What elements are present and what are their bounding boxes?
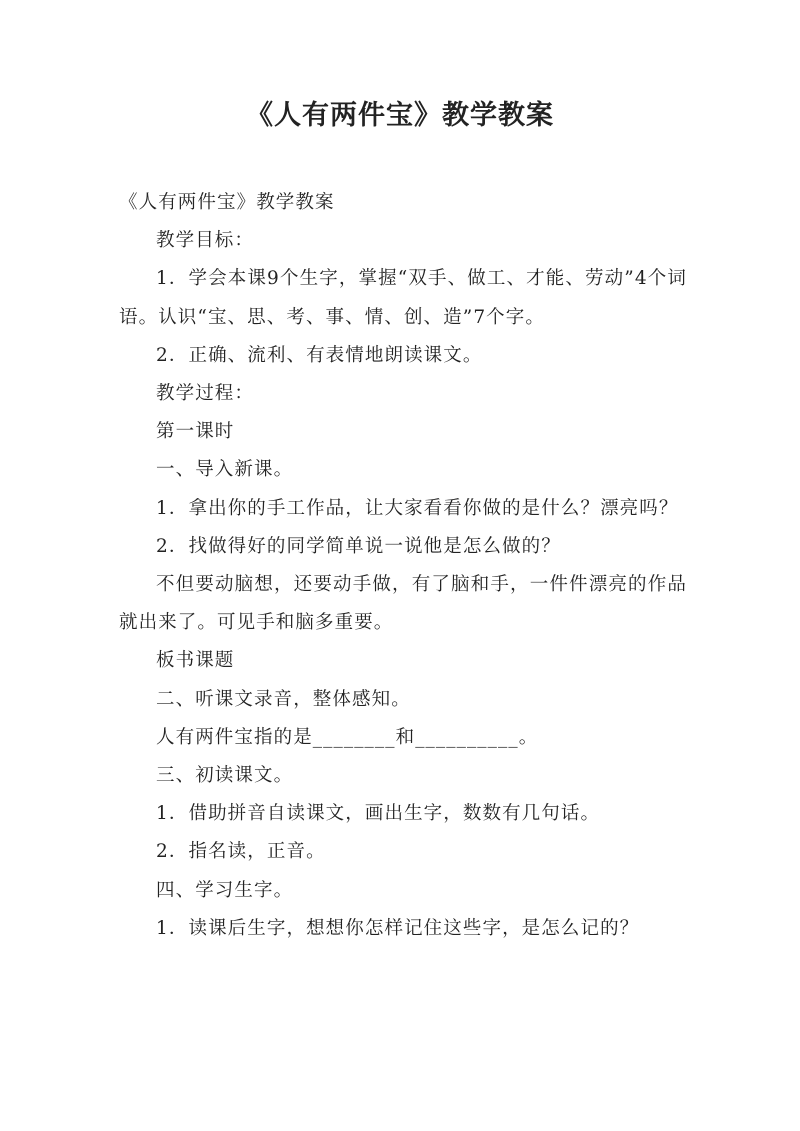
intro-item-2: 2．找做得好的同学简单说一说他是怎么做的？ — [156, 535, 561, 557]
intro-item-1: 1．拿出你的手工作品，让大家看看你做的是什么？漂亮吗？ — [156, 497, 679, 519]
intro-summary: 不但要动脑想，还要动手做，有了脑和手，一件件漂亮的作品就出来了。可见手和脑多重要。 — [119, 574, 687, 634]
fill-in-blank-line: 人有两件宝指的是________和__________。 — [156, 726, 539, 748]
step-heading-listen: 二、听课文录音，整体感知。 — [156, 688, 411, 710]
characters-item-1: 1．读课后生字，想想你怎样记住这些字，是怎么记的？ — [156, 917, 640, 939]
step-heading-characters: 四、学习生字。 — [156, 879, 294, 901]
objective-item-2: 2．正确、流利、有表情地朗读课文。 — [156, 344, 483, 366]
step-heading-intro: 一、导入新课。 — [156, 459, 294, 481]
step-heading-first-reading: 三、初读课文。 — [156, 765, 294, 787]
reading-item-2: 2．指名读，正音。 — [156, 841, 326, 863]
blackboard-title-note: 板书课题 — [156, 650, 235, 672]
reading-item-1: 1．借助拼音自读课文，画出生字，数数有几句话。 — [156, 803, 601, 825]
section-heading-objectives: 教学目标： — [156, 230, 255, 252]
objective-item-1: 1．学会本课9个生字，掌握“双手、做工、才能、劳动”4个词语。认识“宝、思、考、事、情、创、造”7个字。 — [119, 268, 687, 328]
document-title: 《人有两件宝》教学教案 — [246, 100, 554, 131]
lesson-period-label: 第一课时 — [156, 421, 235, 443]
document-body — [119, 184, 687, 948]
subtitle-line: 《人有两件宝》教学教案 — [119, 192, 335, 213]
section-heading-process: 教学过程： — [156, 383, 255, 405]
